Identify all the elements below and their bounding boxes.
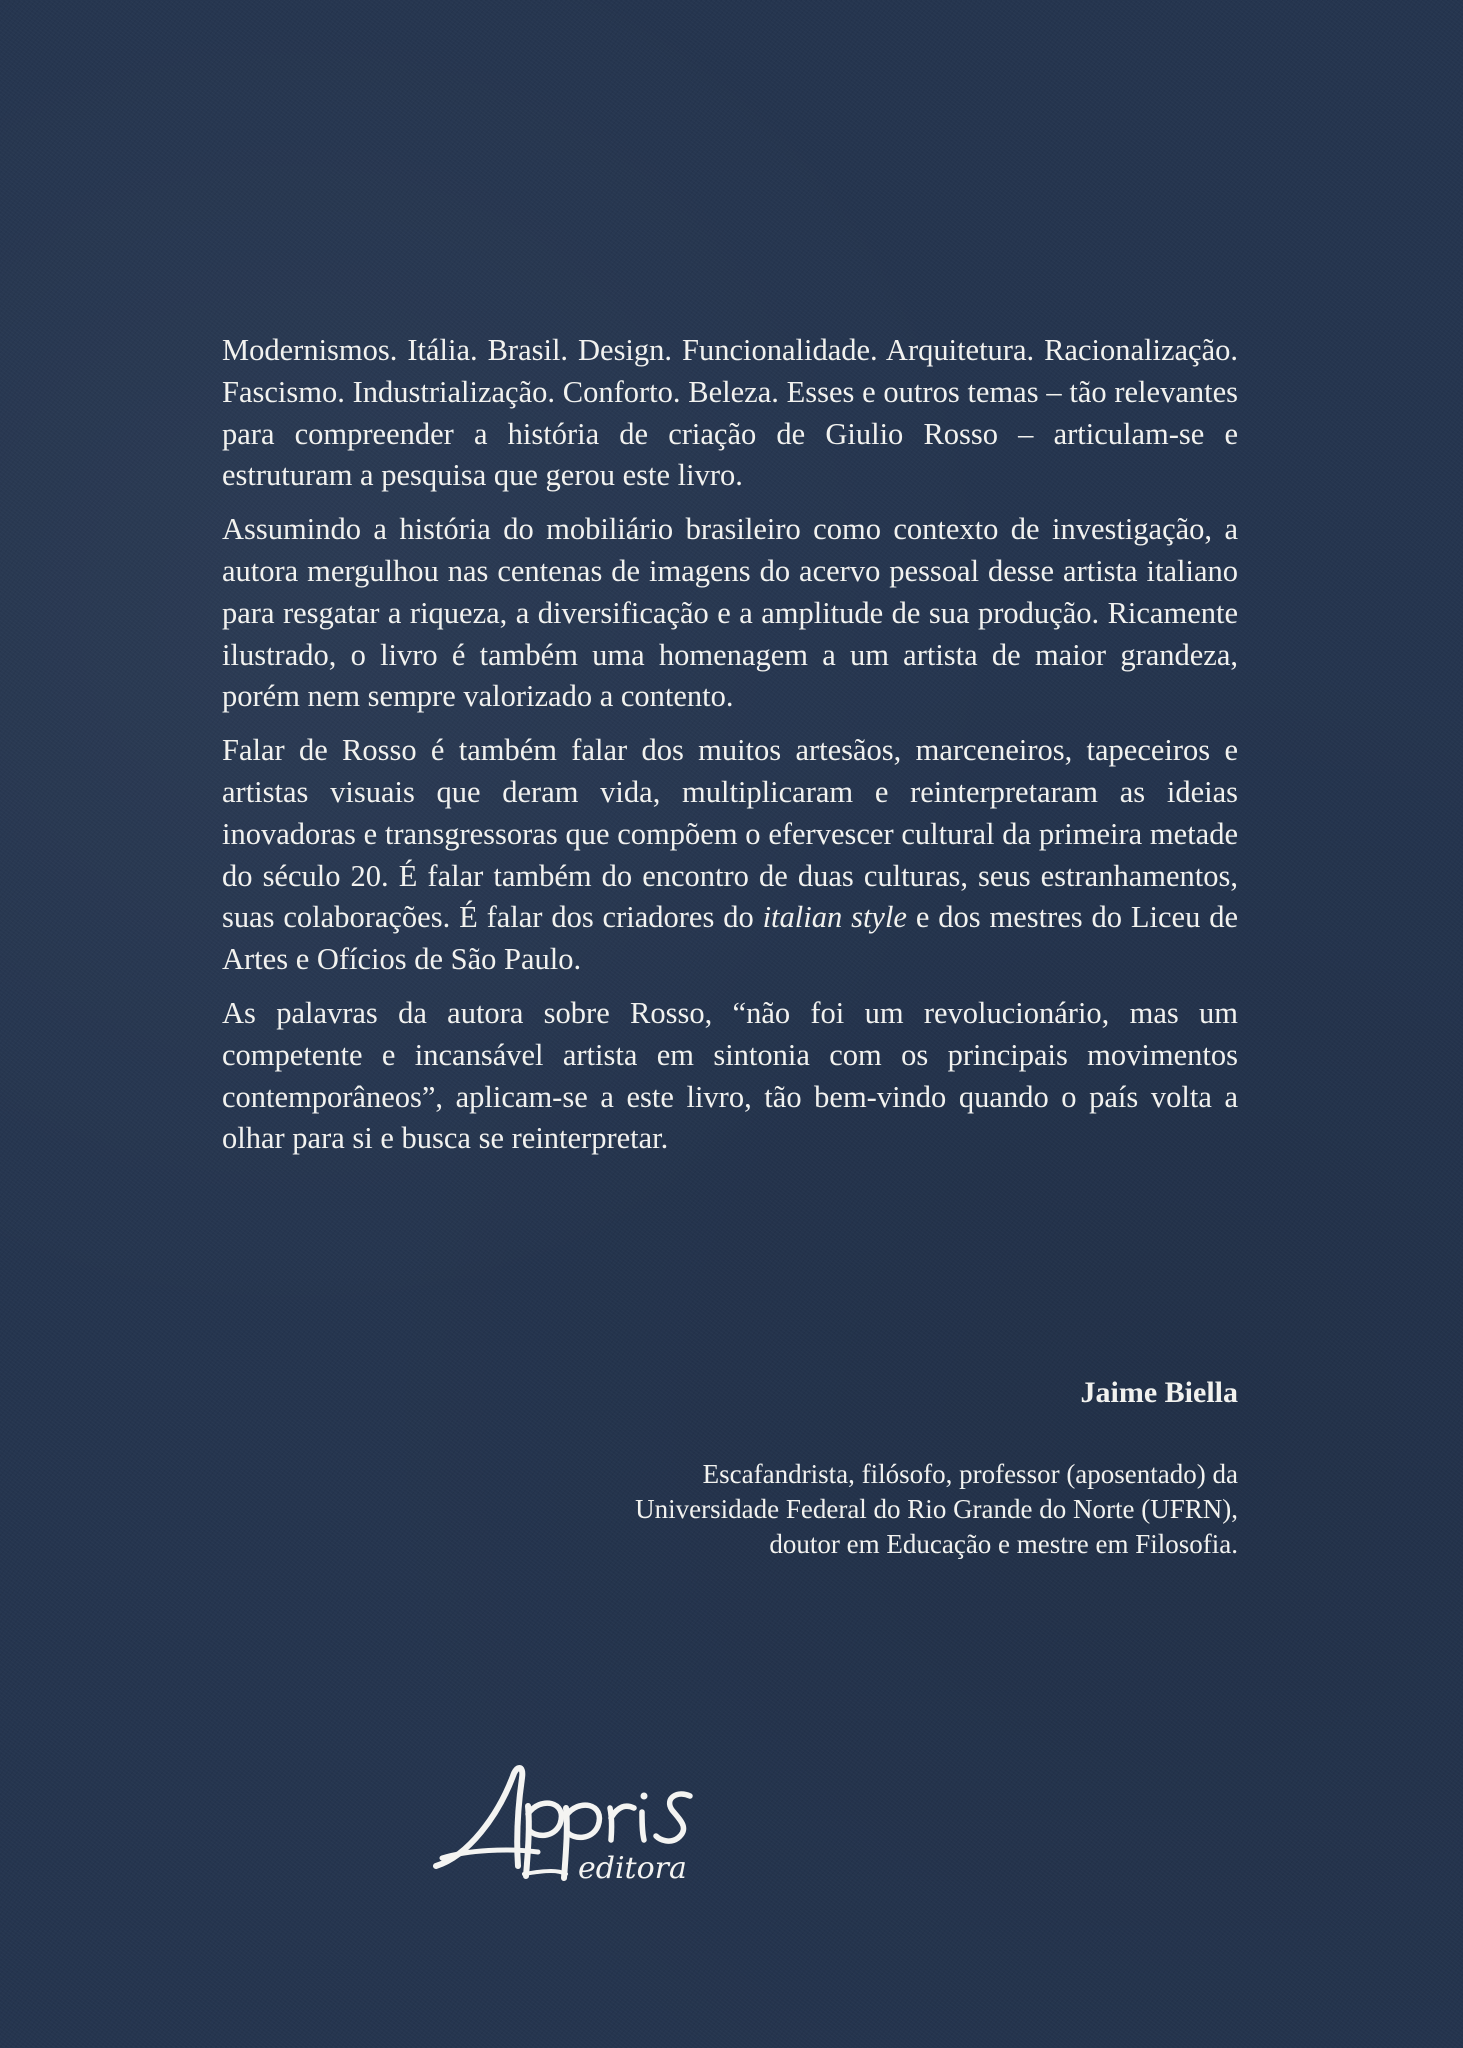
italian-style-emphasis: italian style [762,900,907,935]
paragraph-rosso-end: e dos mestres do Liceu de Artes e Ofícios de São Paulo. [222,900,1238,977]
appris-editora-logo-icon [428,1756,718,1886]
reviewer-signature: Jaime Biella [1080,1376,1238,1409]
bio-line: Escafandrista, filósofo, professor (aposentado) da [702,1459,1238,1489]
bio-line: Universidade Federal do Rio Grande do Norte (UFRN), [635,1494,1238,1524]
back-cover-text [222,330,1238,1172]
reviewer-bio [478,1457,1238,1562]
paragraph-research: Assumindo a história do mobiliário brasileiro como contexto de investigação, a autora mergulhou nas centenas de imagens do acervo pessoal desse artista italiano para resgatar a riqueza, a diversificação e a amplitude de sua produção. Ricamente ilustrado, o livro é também uma homenagem a um artista de maior grandeza, porém nem sempre valorizado a contento. [222,512,1238,714]
paragraph-author-words: As palavras da autora sobre Rosso, “não foi um revolucionário, mas um competente e incansável artista em sintonia com os principais movimentos contemporâneos”, aplicam-se a este livro, tão bem-vindo quando o país volta a olhar para si e busca se reinterpretar. [222,995,1238,1156]
paragraph-rosso [222,730,1238,981]
logo-subtitle: editora [578,1851,687,1886]
bio-line: doutor em Educação e mestre em Filosofia. [769,1529,1238,1559]
paragraph-themes: Modernismos. Itália. Brasil. Design. Funcionalidade. Arquitetura. Racionalização. Fascismo. Industrialização. Conforto. Beleza. Esses e outros temas – tão relevantes para compreender a história de criação de Giulio Rosso – articulam-se e estruturam a pesquisa que gerou este livro. [222,333,1238,493]
paragraph-rosso-start: Falar de Rosso é também falar dos muitos artesãos, marceneiros, tapeceiros e artistas visuais que deram vida, multiplicaram e reinterpretaram as ideias inovadoras e transgressoras que compõem o efervescer cultural da primeira metade do século 20. É falar também do encontro de duas culturas, seus estranhamentos, suas colaborações. É falar dos criadores do [222,733,1238,935]
